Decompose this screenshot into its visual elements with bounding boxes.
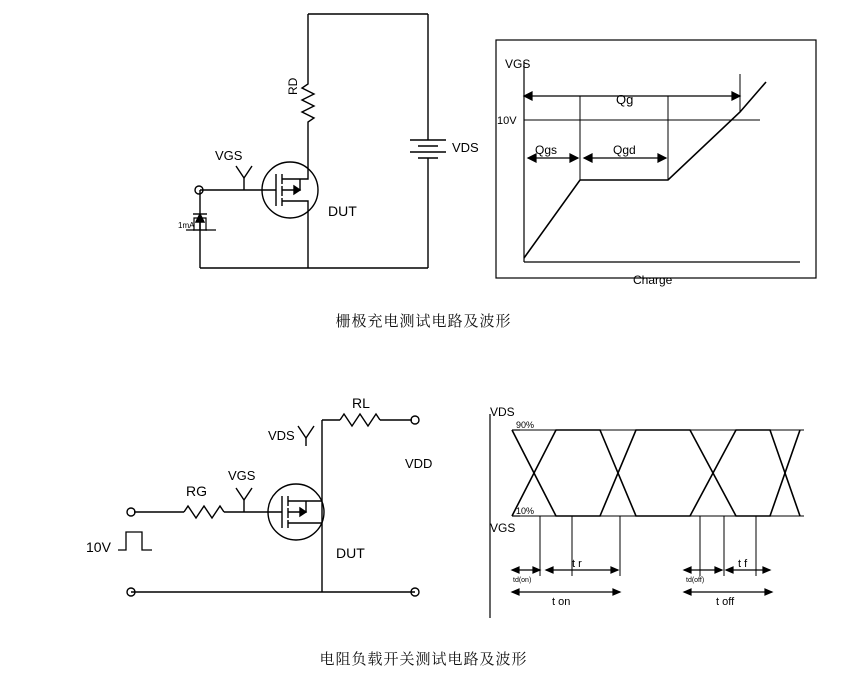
arrow-tr-l — [546, 567, 553, 573]
vgs-charge-curve — [524, 82, 766, 258]
arrow-tf-r — [763, 567, 770, 573]
label-rg: RG — [186, 483, 207, 499]
label-vdd: VDD — [405, 456, 433, 471]
label-dut: DUT — [328, 203, 357, 219]
timing-tr: t r — [572, 558, 582, 570]
waveform-panel-border — [496, 40, 816, 278]
label-dut2: DUT — [336, 545, 365, 561]
timing-tdoff: td(off) — [686, 577, 705, 584]
arrow-tf-l — [726, 567, 733, 573]
marker-qgd: Qgd — [613, 143, 636, 157]
arrow-qgs-right — [570, 154, 578, 162]
label-vds2: VDS — [268, 428, 295, 443]
label-10v-pulse: 10V — [86, 539, 111, 555]
figure-2-svg — [0, 380, 847, 640]
wf2-level-90: 90% — [516, 420, 535, 430]
timing-ton: t on — [552, 596, 571, 608]
vds-tap-arrow — [298, 426, 314, 438]
vgs2-tap-arrow — [236, 488, 252, 500]
mosfet-source-lead — [282, 201, 308, 268]
resistor-rg — [184, 506, 224, 518]
mosfet2-body-diode — [300, 508, 306, 516]
mosfet-drain-lead — [282, 178, 308, 179]
timing-tf: t f — [738, 558, 748, 570]
arrow-tdon-l — [512, 567, 519, 573]
terminal-gate-input2 — [127, 508, 135, 516]
wf2-level-10: 10% — [516, 506, 535, 516]
resistor-rd — [302, 78, 314, 128]
label-rd: RD — [286, 77, 300, 95]
waveform-y-label: VGS — [505, 57, 531, 71]
arrow-toff-l — [684, 589, 691, 595]
waveform-x-label: Charge — [633, 273, 673, 287]
arrow-qgd-left — [584, 154, 592, 162]
label-vgs: VGS — [215, 148, 243, 163]
timing-toff: t off — [716, 596, 735, 608]
figure-1-gate-charge — [0, 0, 847, 300]
wf2-bottom-label: VGS — [490, 521, 516, 535]
marker-qgs: Qgs — [535, 143, 558, 157]
figure-1-caption: 栅极充电测试电路及波形 — [335, 313, 512, 330]
figure-1-svg — [0, 0, 847, 300]
arrow-tdon-r — [533, 567, 540, 573]
arrow-ton-l — [512, 589, 519, 595]
pulse-icon-10v — [118, 532, 152, 550]
waveform-level-10v: 10V — [497, 115, 517, 127]
resistor-rl — [340, 414, 380, 426]
wf2-vgs-trace — [512, 430, 800, 516]
vgs-tap-arrow — [236, 166, 252, 178]
figure-2-caption: 电阻负载开关测试电路及波形 — [319, 651, 528, 668]
arrow-tr-r — [611, 567, 618, 573]
arrow-tdoff-l — [684, 567, 691, 573]
label-vds: VDS — [452, 140, 479, 155]
arrow-toff-r — [765, 589, 772, 595]
arrow-ton-r — [613, 589, 620, 595]
mosfet-body-diode — [294, 186, 300, 194]
arrow-qg-right — [732, 92, 740, 100]
label-vgs2: VGS — [228, 468, 256, 483]
terminal-vdd — [411, 416, 419, 424]
timing-tdon: td(on) — [513, 577, 532, 584]
wf2-vds-trace — [512, 430, 800, 516]
arrow-tdoff-r — [715, 567, 722, 573]
arrow-qg-left — [524, 92, 532, 100]
figure-2-resistive-switching — [0, 380, 847, 640]
label-1ma: 1mA — [178, 221, 195, 230]
marker-qg: Qg — [616, 92, 634, 107]
wf2-top-label: VDS — [490, 405, 515, 419]
label-rl: RL — [352, 395, 370, 411]
arrow-qgd-right — [658, 154, 666, 162]
